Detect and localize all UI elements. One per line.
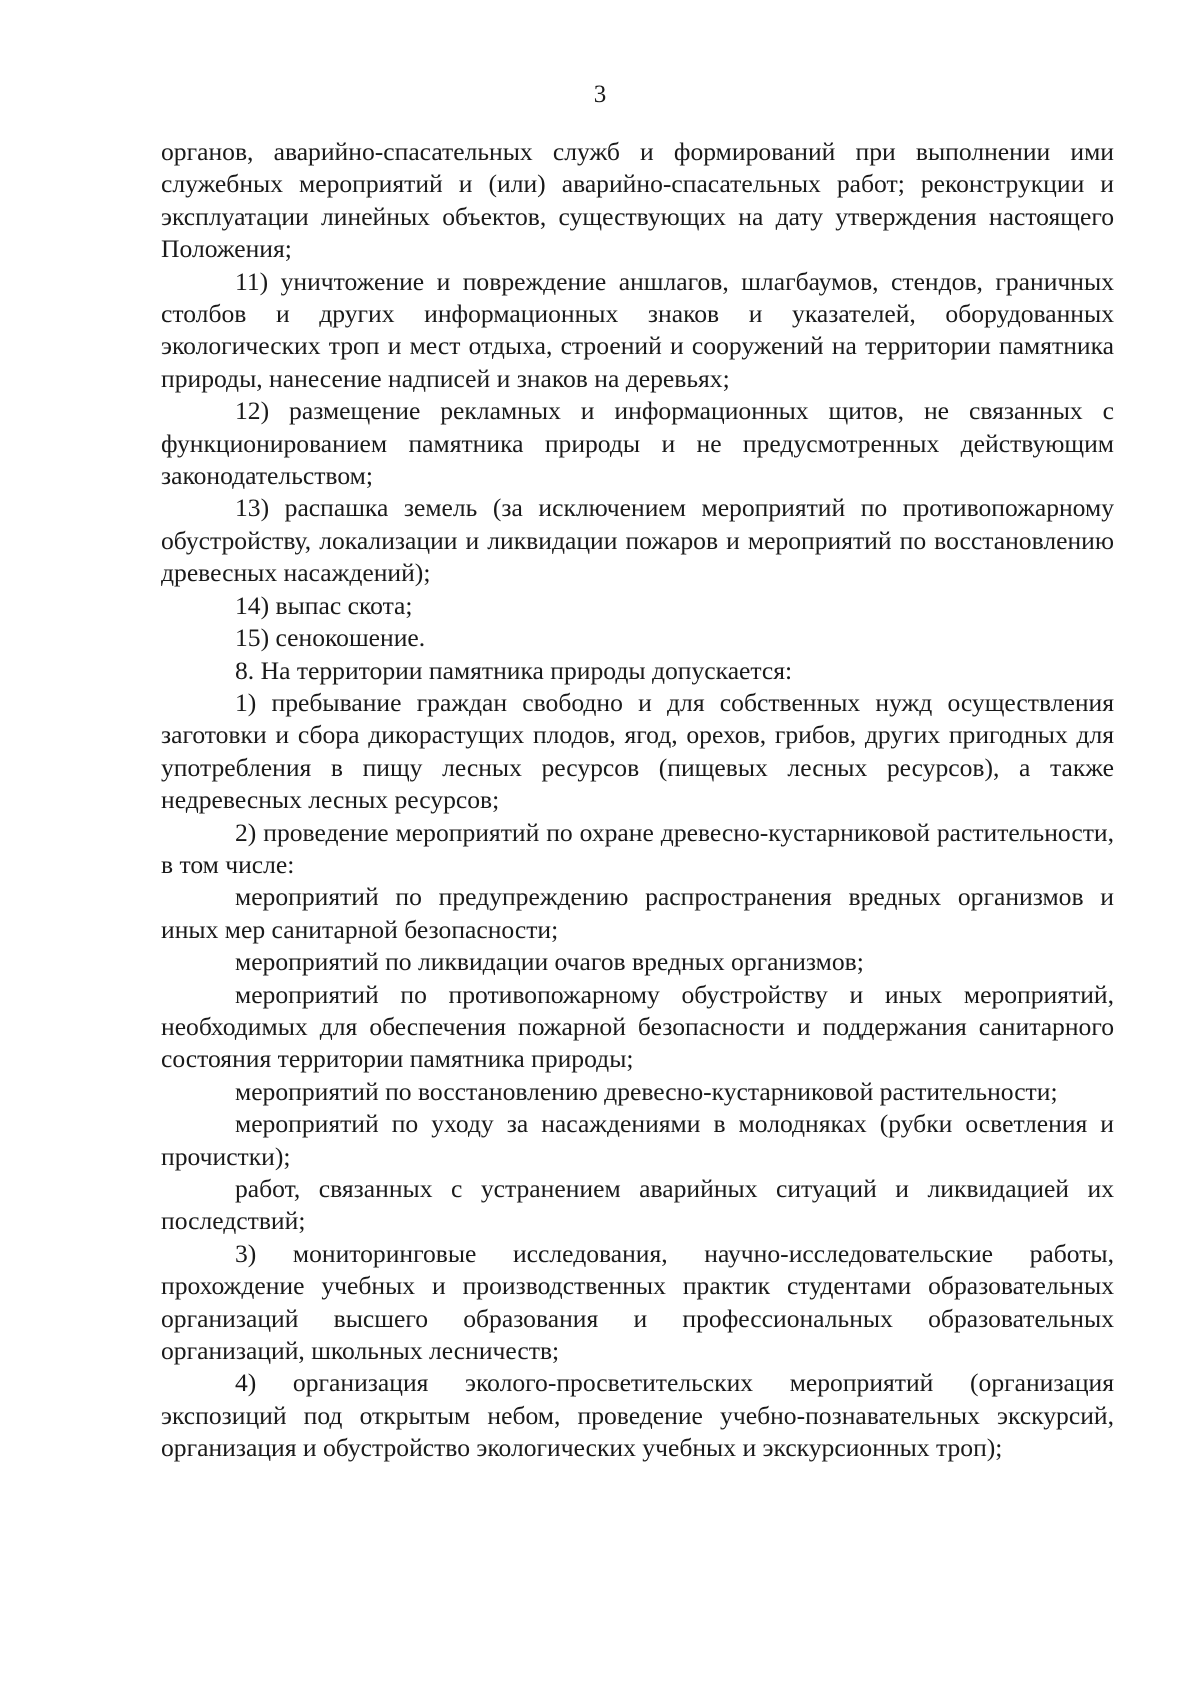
list-item-15: 15) сенокошение. xyxy=(235,623,426,653)
sub-item: мероприятий по предупреждению распространения вредных организмов и иных мер санитарной безопасности; xyxy=(161,882,1114,944)
paragraph-continuation: органов, аварийно-спасательных служб и формирований при выполнении ими служебных мероприятий и (или) аварийно-спасательных работ; реконструкции и эксплуатации линейных объектов, существующих на дату утверждения настоящего Положения; xyxy=(161,137,1114,264)
document-body xyxy=(161,136,1114,1465)
sub-item: работ, связанных с устранением аварийных ситуаций и ликвидацией их последствий; xyxy=(161,1174,1114,1236)
allowed-item-3: 3) мониторинговые исследования, научно-исследовательские работы, прохождение учебных и производственных практик студентами образовательных организаций высшего образования и профессиональных образовательных организаций, школьных лесничеств; xyxy=(161,1238,1114,1366)
list-item-13: 13) распашка земель (за исключением мероприятий по противопожарному обустройству, локализации и ликвидации пожаров и мероприятий по восстановлению древесных насаждений); xyxy=(161,493,1114,588)
allowed-item-4: 4) организация эколого-просветительских мероприятий (организация экспозиций под открытым небом, проведение учебно-познавательных экскурсий, организация и обустройство экологических учебных и экскурсионных троп); xyxy=(161,1368,1114,1463)
section-8-heading: 8. На территории памятника природы допускается: xyxy=(235,655,793,685)
sub-item: мероприятий по ликвидации очагов вредных организмов; xyxy=(235,947,864,977)
allowed-item-2: 2) проведение мероприятий по охране древесно-кустарниковой растительности, в том числе: xyxy=(161,817,1114,879)
list-item-11: 11) уничтожение и повреждение аншлагов, шлагбаумов, стендов, граничных столбов и других информационных знаков и указателей, оборудованных экологических троп и мест отдыха, строений и сооружений на территории памятника природы, нанесение надписей и знаков на деревьях; xyxy=(161,266,1114,393)
list-item-12: 12) размещение рекламных и информационных щитов, не связанных с функционированием памятника природы и не предусмотренных действующим законодательством; xyxy=(161,396,1114,491)
list-item-14: 14) выпас скота; xyxy=(235,590,413,620)
sub-item: мероприятий по уходу за насаждениями в молодняках (рубки осветления и прочистки); xyxy=(161,1109,1114,1171)
page-number: 3 xyxy=(593,81,607,108)
sub-item: мероприятий по противопожарному обустройству и иных мероприятий, необходимых для обеспечения пожарной безопасности и поддержания санитарного состояния территории памятника природы; xyxy=(161,979,1114,1074)
allowed-item-1: 1) пребывание граждан свободно и для собственных нужд осуществления заготовки и сбора дикорастущих плодов, ягод, орехов, грибов, других пригодных для употребления в пищу лесных ресурсов (пищевых лесных ресурсов), а также недревесных лесных ресурсов; xyxy=(161,687,1114,815)
sub-item: мероприятий по восстановлению древесно-кустарниковой растительности; xyxy=(235,1076,1058,1106)
